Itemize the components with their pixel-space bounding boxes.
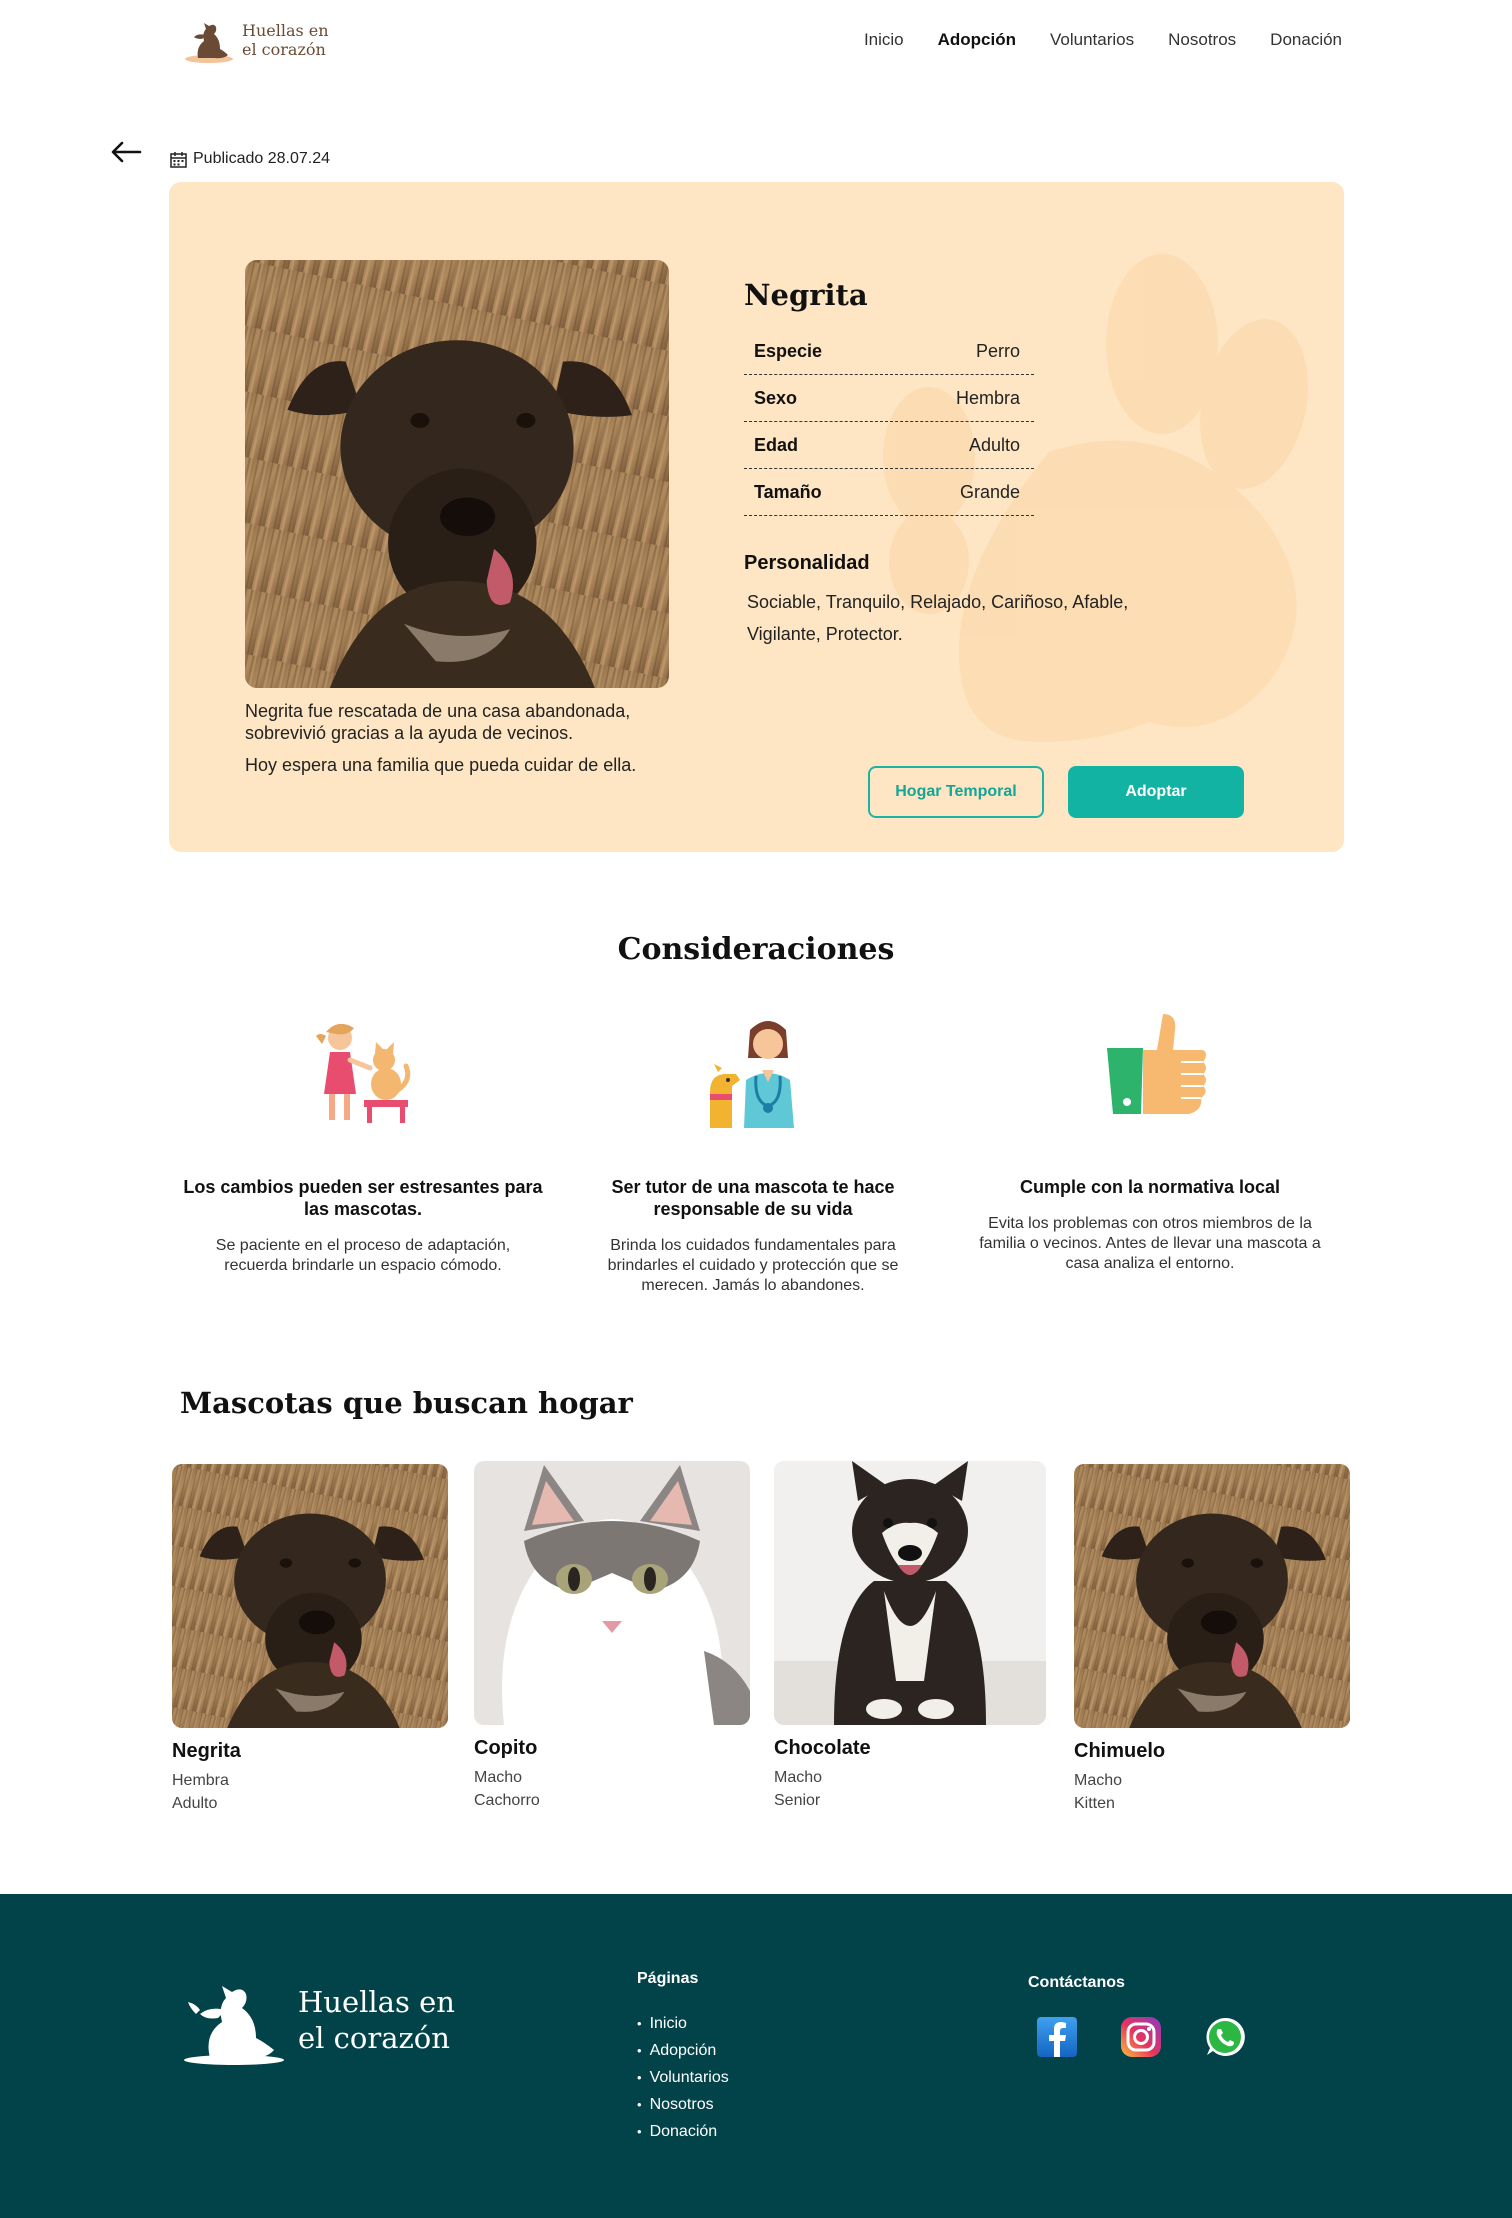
pet-card-name: Chimuelo bbox=[1074, 1740, 1166, 1762]
pet-card-negrita[interactable] bbox=[172, 1464, 448, 1815]
consideration-1-text: Se paciente en el proceso de adaptación, recuerda brindarle un espacio cómodo. bbox=[215, 1237, 511, 1274]
consideration-3-heading: Cumple con la normativa local bbox=[1019, 1177, 1281, 1197]
pet-detail-card bbox=[169, 182, 1344, 852]
pet-photo bbox=[172, 1464, 448, 1728]
pet-photo bbox=[474, 1461, 750, 1725]
pet-card-name: Chocolate bbox=[774, 1737, 871, 1759]
personality-title: Personalidad bbox=[744, 552, 870, 574]
pet-card-name: Negrita bbox=[172, 1740, 241, 1762]
attr-row-sexo: Sexo Hembra bbox=[744, 375, 1034, 422]
pet-card-sex: Hembra bbox=[172, 1772, 229, 1789]
nav-inicio[interactable]: Inicio bbox=[863, 30, 904, 49]
nav-voluntarios[interactable]: Voluntarios bbox=[1050, 30, 1135, 49]
footer bbox=[0, 1894, 1512, 2218]
pet-card-chimuelo[interactable] bbox=[1074, 1464, 1350, 1815]
pet-card-age: Kitten bbox=[1074, 1795, 1115, 1812]
footer-link-donacion[interactable]: • Donación bbox=[637, 2118, 729, 2145]
attr-row-edad: Edad Adulto bbox=[744, 422, 1034, 469]
personality-text: Sociable, Tranquilo, Relajado, Cariñoso, Afable, Vigilante, Protector. bbox=[747, 592, 1129, 644]
published-text: Publicado 28.07.24 bbox=[193, 150, 330, 167]
consideration-2-heading: Ser tutor de una mascota te hace responsable de su vida bbox=[611, 1177, 895, 1219]
pet-card-age: Cachorro bbox=[474, 1792, 540, 1809]
pet-card-age: Senior bbox=[774, 1792, 821, 1809]
pet-card-name: Copito bbox=[474, 1737, 538, 1759]
pet-description bbox=[245, 700, 715, 776]
adopt-button[interactable]: Adoptar bbox=[1068, 766, 1244, 818]
logo-line1: Huellas en bbox=[242, 21, 329, 40]
footer-logo[interactable] bbox=[182, 1974, 455, 2066]
description-1: Negrita fue rescatada de una casa abandonada, sobrevivió gracias a la ayuda de vecinos. bbox=[245, 701, 631, 743]
footer-logo-line2: el corazón bbox=[298, 2021, 450, 2055]
grid-title: Mascotas que buscan hogar bbox=[180, 1386, 633, 1420]
facebook-icon[interactable] bbox=[1036, 2016, 1078, 2058]
footer-contact-title: Contáctanos bbox=[1028, 1974, 1125, 1991]
description-2: Hoy espera una familia que pueda cuidar de ella. bbox=[245, 755, 637, 775]
instagram-icon[interactable] bbox=[1120, 2016, 1162, 2058]
pet-card-age: Adulto bbox=[172, 1795, 218, 1812]
footer-pages-title: Páginas bbox=[637, 1970, 699, 1987]
pet-card-sex: Macho bbox=[1074, 1772, 1123, 1789]
whatsapp-icon[interactable] bbox=[1204, 2016, 1246, 2058]
consideration-1 bbox=[183, 1010, 543, 1276]
thumbs-up-icon bbox=[1085, 1010, 1215, 1140]
pet-photo bbox=[1074, 1464, 1350, 1728]
consideration-1-heading: Los cambios pueden ser estresantes para las mascotas. bbox=[183, 1177, 543, 1219]
dog-logo-icon bbox=[182, 1974, 286, 2066]
pet-main-photo bbox=[245, 260, 669, 688]
attr-row-especie: Especie Perro bbox=[744, 328, 1034, 375]
logo-line2: el corazón bbox=[242, 40, 326, 59]
footer-link-inicio[interactable]: • Inicio bbox=[637, 2010, 729, 2037]
nav-donacion[interactable]: Donación bbox=[1270, 30, 1342, 49]
footer-link-adopcion[interactable]: • Adopción bbox=[637, 2037, 729, 2064]
site-logo[interactable] bbox=[184, 14, 344, 66]
pet-card-sex: Macho bbox=[774, 1769, 823, 1786]
dog-logo-icon bbox=[184, 17, 234, 63]
nav-nosotros[interactable]: Nosotros bbox=[1168, 30, 1237, 49]
pet-attributes bbox=[744, 328, 1034, 516]
considerations-title: Consideraciones bbox=[617, 932, 895, 967]
main-nav bbox=[864, 30, 1342, 50]
girl-cat-icon bbox=[298, 1010, 428, 1140]
attr-row-tamano: Tamaño Grande bbox=[744, 469, 1034, 516]
footer-contact bbox=[1028, 1974, 1246, 2058]
vet-dog-icon bbox=[688, 1010, 818, 1140]
calendar-icon bbox=[170, 151, 187, 168]
published-date bbox=[170, 150, 330, 168]
pet-card-chocolate[interactable] bbox=[774, 1461, 1046, 1812]
footer-logo-line1: Huellas en bbox=[298, 1985, 455, 2019]
footer-link-nosotros[interactable]: • Nosotros bbox=[637, 2091, 729, 2118]
pet-photo bbox=[774, 1461, 1046, 1725]
footer-link-voluntarios[interactable]: • Voluntarios bbox=[637, 2064, 729, 2091]
back-arrow-icon[interactable] bbox=[110, 138, 142, 166]
pet-card-copito[interactable] bbox=[474, 1461, 750, 1812]
pet-card-sex: Macho bbox=[474, 1769, 523, 1786]
footer-pages bbox=[637, 1970, 729, 2145]
pet-name: Negrita bbox=[744, 278, 868, 312]
nav-adopcion[interactable]: Adopción bbox=[937, 30, 1017, 49]
consideration-2-text: Brinda los cuidados fundamentales para brindarles el cuidado y protección que se merecen. Jamás lo abandones. bbox=[607, 1237, 899, 1294]
foster-home-button[interactable]: Hogar Temporal bbox=[868, 766, 1044, 818]
consideration-3-text: Evita los problemas con otros miembros de la familia o vecinos. Antes de llevar una mascota a casa analiza el entorno. bbox=[979, 1215, 1321, 1272]
consideration-2 bbox=[573, 1010, 933, 1296]
consideration-3 bbox=[970, 1010, 1330, 1274]
